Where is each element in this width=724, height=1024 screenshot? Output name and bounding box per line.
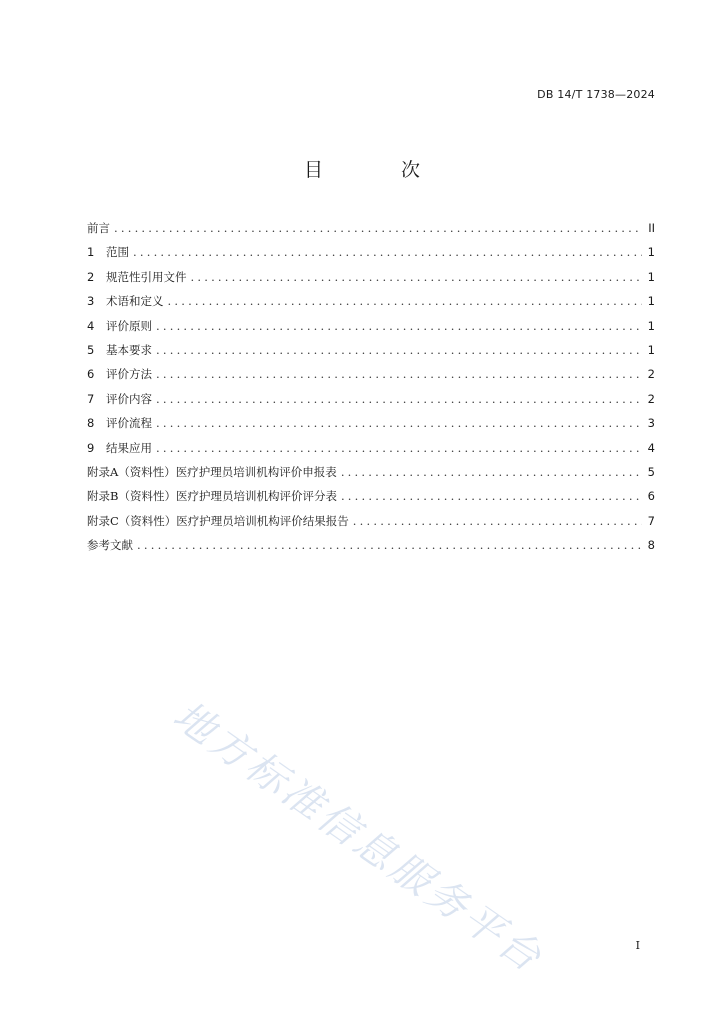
toc-page: 4 bbox=[647, 440, 655, 455]
toc-label: 参考文献 bbox=[87, 538, 133, 553]
toc-page: 5 bbox=[647, 464, 655, 479]
toc-leader bbox=[156, 314, 642, 338]
toc-item-scope[interactable] bbox=[87, 240, 655, 264]
toc-number: 5 bbox=[87, 342, 95, 357]
toc-item-bibliography[interactable] bbox=[87, 533, 655, 557]
toc-item-normative-references[interactable] bbox=[87, 265, 655, 289]
toc-leader bbox=[341, 484, 642, 508]
toc-page: 1 bbox=[647, 318, 655, 333]
toc-item-result-application[interactable] bbox=[87, 436, 655, 460]
toc-number: 1 bbox=[87, 245, 95, 260]
toc-label: 范围 bbox=[106, 245, 129, 260]
toc-page: 1 bbox=[647, 245, 655, 260]
toc-number: 8 bbox=[87, 416, 95, 431]
toc-item-terms-definitions[interactable] bbox=[87, 289, 655, 313]
toc-page: 2 bbox=[647, 391, 655, 406]
toc-title: 目 次 bbox=[303, 159, 457, 181]
toc-item-appendix-c[interactable] bbox=[87, 509, 655, 533]
toc-label: 附录A（资料性）医疗护理员培训机构评价申报表 bbox=[87, 464, 337, 479]
toc-label: 规范性引用文件 bbox=[106, 269, 187, 284]
toc-number: 6 bbox=[87, 367, 95, 382]
toc-page: 1 bbox=[647, 342, 655, 357]
toc-leader bbox=[156, 387, 642, 411]
toc-item-appendix-a[interactable] bbox=[87, 460, 655, 484]
toc-leader bbox=[168, 289, 642, 313]
toc-label: 附录C（资料性）医疗护理员培训机构评价结果报告 bbox=[87, 513, 349, 528]
toc-label: 评价流程 bbox=[106, 416, 152, 431]
toc-number: 2 bbox=[87, 269, 95, 284]
toc-item-foreword[interactable] bbox=[87, 216, 655, 240]
toc-number: 9 bbox=[87, 440, 95, 455]
toc-item-evaluation-process[interactable] bbox=[87, 411, 655, 435]
toc-page: 7 bbox=[647, 513, 655, 528]
toc-label: 前言 bbox=[87, 221, 110, 235]
page-number: I bbox=[635, 939, 640, 952]
toc-number: 7 bbox=[87, 391, 95, 406]
toc-page: 8 bbox=[647, 538, 655, 553]
toc-leader bbox=[156, 362, 642, 386]
toc-item-evaluation-methods[interactable] bbox=[87, 362, 655, 386]
toc-number: 3 bbox=[87, 294, 95, 309]
toc-label: 评价内容 bbox=[106, 391, 152, 406]
toc-leader bbox=[191, 265, 642, 289]
toc-leader bbox=[341, 460, 642, 484]
toc-item-basic-requirements[interactable] bbox=[87, 338, 655, 362]
toc-leader bbox=[114, 216, 642, 240]
toc-item-appendix-b[interactable] bbox=[87, 484, 655, 508]
toc-label: 基本要求 bbox=[106, 342, 152, 357]
toc-label: 附录B（资料性）医疗护理员培训机构评价评分表 bbox=[87, 489, 337, 504]
watermark: 地方标准信息服务平台 bbox=[164, 692, 552, 983]
toc-leader bbox=[156, 436, 642, 460]
toc-label: 术语和定义 bbox=[106, 294, 164, 309]
toc-page: 1 bbox=[647, 294, 655, 309]
toc-page: 1 bbox=[647, 269, 655, 284]
toc-label: 评价方法 bbox=[106, 367, 152, 382]
toc-leader bbox=[353, 509, 642, 533]
toc-page: 6 bbox=[647, 489, 655, 504]
toc-page: 3 bbox=[647, 416, 655, 431]
toc-item-evaluation-content[interactable] bbox=[87, 387, 655, 411]
toc-label: 评价原则 bbox=[106, 318, 152, 333]
toc-page: II bbox=[648, 221, 655, 235]
toc-item-evaluation-principles[interactable] bbox=[87, 314, 655, 338]
toc-leader bbox=[133, 240, 642, 264]
toc-leader bbox=[156, 411, 642, 435]
toc-label: 结果应用 bbox=[106, 440, 152, 455]
table-of-contents bbox=[87, 216, 655, 557]
toc-leader bbox=[156, 338, 642, 362]
toc-number: 4 bbox=[87, 318, 95, 333]
toc-leader bbox=[137, 533, 642, 557]
doc-code: DB 14/T 1738—2024 bbox=[537, 88, 655, 101]
toc-page: 2 bbox=[647, 367, 655, 382]
